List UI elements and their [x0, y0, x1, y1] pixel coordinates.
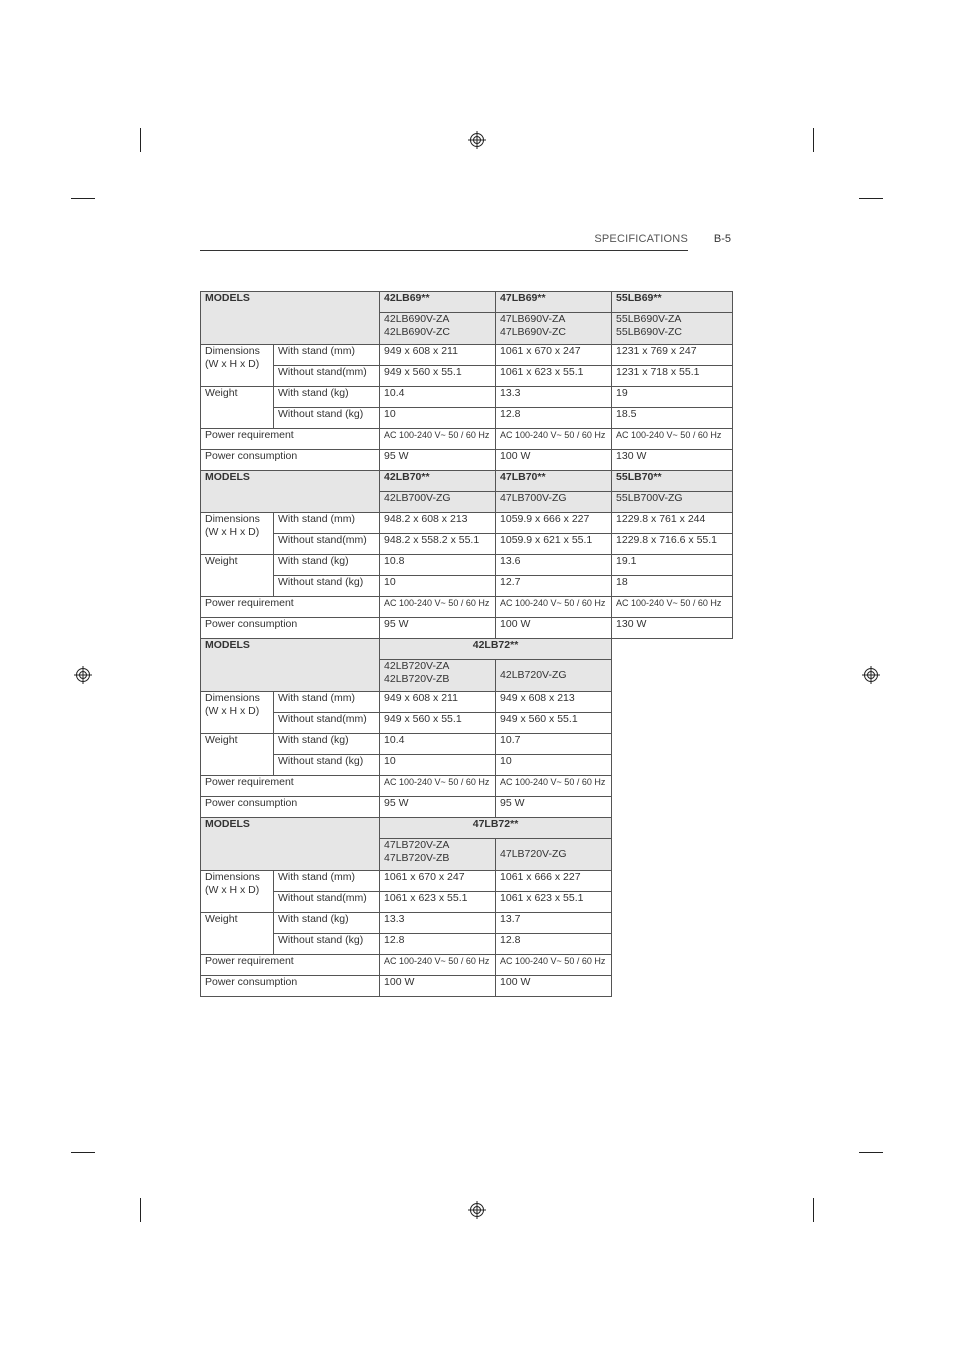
- crop-mark: [71, 198, 95, 199]
- power-requirement: AC 100-240 V~ 50 / 60 Hz: [496, 597, 612, 618]
- power-consumption-label: Power consumption: [201, 618, 380, 639]
- dimensions-label: Dimensions (W x H x D): [201, 513, 274, 555]
- with-stand-mm-label: With stand (mm): [274, 692, 380, 713]
- model-names: 42LB700V-ZG: [380, 492, 496, 513]
- power-requirement: AC 100-240 V~ 50 / 60 Hz: [380, 776, 496, 797]
- crop-mark: [140, 1198, 141, 1222]
- without-stand-kg-label: Without stand (kg): [274, 934, 380, 955]
- dim-with-stand: 1061 x 670 x 247: [380, 871, 496, 892]
- header-rule: [200, 250, 688, 251]
- model-names: 55LB690V-ZA 55LB690V-ZC: [612, 313, 733, 345]
- page-number: B-5: [713, 233, 731, 245]
- series-header: 47LB70**: [496, 471, 612, 492]
- weight-with-stand: 10.4: [380, 387, 496, 408]
- power-consumption: 95 W: [380, 618, 496, 639]
- dim-with-stand: 1061 x 666 x 227: [496, 871, 612, 892]
- with-stand-kg-label: With stand (kg): [274, 555, 380, 576]
- power-consumption: 95 W: [380, 797, 496, 818]
- dimensions-label: Dimensions (W x H x D): [201, 871, 274, 913]
- power-requirement: AC 100-240 V~ 50 / 60 Hz: [496, 776, 612, 797]
- with-stand-mm-label: With stand (mm): [274, 345, 380, 366]
- power-consumption: 130 W: [612, 450, 733, 471]
- crop-mark: [813, 128, 814, 152]
- dim-with-stand: 1229.8 x 761 x 244: [612, 513, 733, 534]
- power-requirement-label: Power requirement: [201, 429, 380, 450]
- weight-label: Weight: [201, 734, 274, 776]
- with-stand-kg-label: With stand (kg): [274, 387, 380, 408]
- power-requirement-label: Power requirement: [201, 776, 380, 797]
- weight-without-stand: 12.8: [496, 934, 612, 955]
- dim-without-stand: 1229.8 x 716.6 x 55.1: [612, 534, 733, 555]
- section-title: SPECIFICATIONS: [594, 233, 688, 245]
- power-consumption: 95 W: [496, 797, 612, 818]
- weight-without-stand: 12.8: [496, 408, 612, 429]
- with-stand-kg-label: With stand (kg): [274, 734, 380, 755]
- power-consumption: 95 W: [380, 450, 496, 471]
- power-requirement-label: Power requirement: [201, 597, 380, 618]
- power-requirement: AC 100-240 V~ 50 / 60 Hz: [496, 955, 612, 976]
- spec-table-42lb72: [200, 638, 612, 818]
- models-label: MODELS: [201, 818, 380, 871]
- registration-mark-icon: [862, 666, 880, 684]
- without-stand-mm-label: Without stand(mm): [274, 534, 380, 555]
- dim-with-stand: 949 x 608 x 211: [380, 692, 496, 713]
- dim-without-stand: 1231 x 718 x 55.1: [612, 366, 733, 387]
- models-label: MODELS: [201, 292, 380, 345]
- dim-with-stand: 949 x 608 x 211: [380, 345, 496, 366]
- dimensions-label: Dimensions (W x H x D): [201, 345, 274, 387]
- power-requirement: AC 100-240 V~ 50 / 60 Hz: [380, 955, 496, 976]
- weight-without-stand: 10: [380, 576, 496, 597]
- crop-mark: [813, 1198, 814, 1222]
- dim-without-stand: 1061 x 623 x 55.1: [496, 892, 612, 913]
- power-consumption: 100 W: [496, 450, 612, 471]
- power-consumption: 100 W: [496, 976, 612, 997]
- without-stand-kg-label: Without stand (kg): [274, 408, 380, 429]
- weight-with-stand: 19.1: [612, 555, 733, 576]
- dim-without-stand: 1061 x 623 x 55.1: [380, 892, 496, 913]
- dim-without-stand: 949 x 560 x 55.1: [380, 713, 496, 734]
- crop-mark: [71, 1152, 95, 1153]
- weight-label: Weight: [201, 913, 274, 955]
- without-stand-kg-label: Without stand (kg): [274, 755, 380, 776]
- power-consumption: 100 W: [380, 976, 496, 997]
- with-stand-mm-label: With stand (mm): [274, 871, 380, 892]
- weight-without-stand: 12.8: [380, 934, 496, 955]
- weight-with-stand: 19: [612, 387, 733, 408]
- weight-with-stand: 10.4: [380, 734, 496, 755]
- registration-mark-icon: [74, 666, 92, 684]
- spec-table-lb70: [200, 470, 733, 639]
- dim-without-stand: 949 x 560 x 55.1: [380, 366, 496, 387]
- models-label: MODELS: [201, 471, 380, 513]
- spec-table-lb69: [200, 291, 733, 471]
- weight-with-stand: 13.7: [496, 913, 612, 934]
- series-header: 42LB69**: [380, 292, 496, 313]
- model-names: 55LB700V-ZG: [612, 492, 733, 513]
- with-stand-kg-label: With stand (kg): [274, 913, 380, 934]
- registration-mark-icon: [468, 131, 486, 149]
- weight-without-stand: 18: [612, 576, 733, 597]
- dim-without-stand: 1061 x 623 x 55.1: [496, 366, 612, 387]
- series-header: 55LB70**: [612, 471, 733, 492]
- weight-without-stand: 10: [380, 755, 496, 776]
- series-header: 42LB70**: [380, 471, 496, 492]
- series-header: 42LB72**: [380, 639, 612, 660]
- power-requirement-label: Power requirement: [201, 955, 380, 976]
- power-requirement: AC 100-240 V~ 50 / 60 Hz: [380, 597, 496, 618]
- series-header: 47LB72**: [380, 818, 612, 839]
- dim-with-stand: 1231 x 769 x 247: [612, 345, 733, 366]
- page-header: [200, 232, 731, 251]
- series-header: 47LB69**: [496, 292, 612, 313]
- power-requirement: AC 100-240 V~ 50 / 60 Hz: [380, 429, 496, 450]
- dim-with-stand: 949 x 608 x 213: [496, 692, 612, 713]
- with-stand-mm-label: With stand (mm): [274, 513, 380, 534]
- model-names: 42LB690V-ZA 42LB690V-ZC: [380, 313, 496, 345]
- dim-without-stand: 948.2 x 558.2 x 55.1: [380, 534, 496, 555]
- weight-without-stand: 10: [380, 408, 496, 429]
- weight-with-stand: 13.3: [496, 387, 612, 408]
- dim-without-stand: 949 x 560 x 55.1: [496, 713, 612, 734]
- series-header: 55LB69**: [612, 292, 733, 313]
- without-stand-mm-label: Without stand(mm): [274, 713, 380, 734]
- registration-mark-icon: [468, 1201, 486, 1219]
- model-names: 42LB720V-ZG: [496, 660, 612, 692]
- crop-mark: [859, 198, 883, 199]
- weight-with-stand: 13.3: [380, 913, 496, 934]
- dim-with-stand: 948.2 x 608 x 213: [380, 513, 496, 534]
- power-consumption-label: Power consumption: [201, 797, 380, 818]
- crop-mark: [859, 1152, 883, 1153]
- without-stand-kg-label: Without stand (kg): [274, 576, 380, 597]
- weight-without-stand: 18.5: [612, 408, 733, 429]
- model-names: 47LB720V-ZA 47LB720V-ZB: [380, 839, 496, 871]
- model-names: 47LB700V-ZG: [496, 492, 612, 513]
- weight-label: Weight: [201, 387, 274, 429]
- weight-with-stand: 13.6: [496, 555, 612, 576]
- crop-mark: [140, 128, 141, 152]
- dim-with-stand: 1059.9 x 666 x 227: [496, 513, 612, 534]
- model-names: 47LB690V-ZA 47LB690V-ZC: [496, 313, 612, 345]
- model-names: 47LB720V-ZG: [496, 839, 612, 871]
- power-requirement: AC 100-240 V~ 50 / 60 Hz: [612, 429, 733, 450]
- without-stand-mm-label: Without stand(mm): [274, 892, 380, 913]
- power-consumption: 130 W: [612, 618, 733, 639]
- weight-without-stand: 12.7: [496, 576, 612, 597]
- weight-label: Weight: [201, 555, 274, 597]
- power-requirement: AC 100-240 V~ 50 / 60 Hz: [496, 429, 612, 450]
- power-consumption-label: Power consumption: [201, 976, 380, 997]
- models-label: MODELS: [201, 639, 380, 692]
- spec-table-47lb72: [200, 817, 612, 997]
- power-requirement: AC 100-240 V~ 50 / 60 Hz: [612, 597, 733, 618]
- weight-with-stand: 10.8: [380, 555, 496, 576]
- power-consumption: 100 W: [496, 618, 612, 639]
- power-consumption-label: Power consumption: [201, 450, 380, 471]
- weight-without-stand: 10: [496, 755, 612, 776]
- without-stand-mm-label: Without stand(mm): [274, 366, 380, 387]
- dimensions-label: Dimensions (W x H x D): [201, 692, 274, 734]
- dim-without-stand: 1059.9 x 621 x 55.1: [496, 534, 612, 555]
- dim-with-stand: 1061 x 670 x 247: [496, 345, 612, 366]
- model-names: 42LB720V-ZA 42LB720V-ZB: [380, 660, 496, 692]
- weight-with-stand: 10.7: [496, 734, 612, 755]
